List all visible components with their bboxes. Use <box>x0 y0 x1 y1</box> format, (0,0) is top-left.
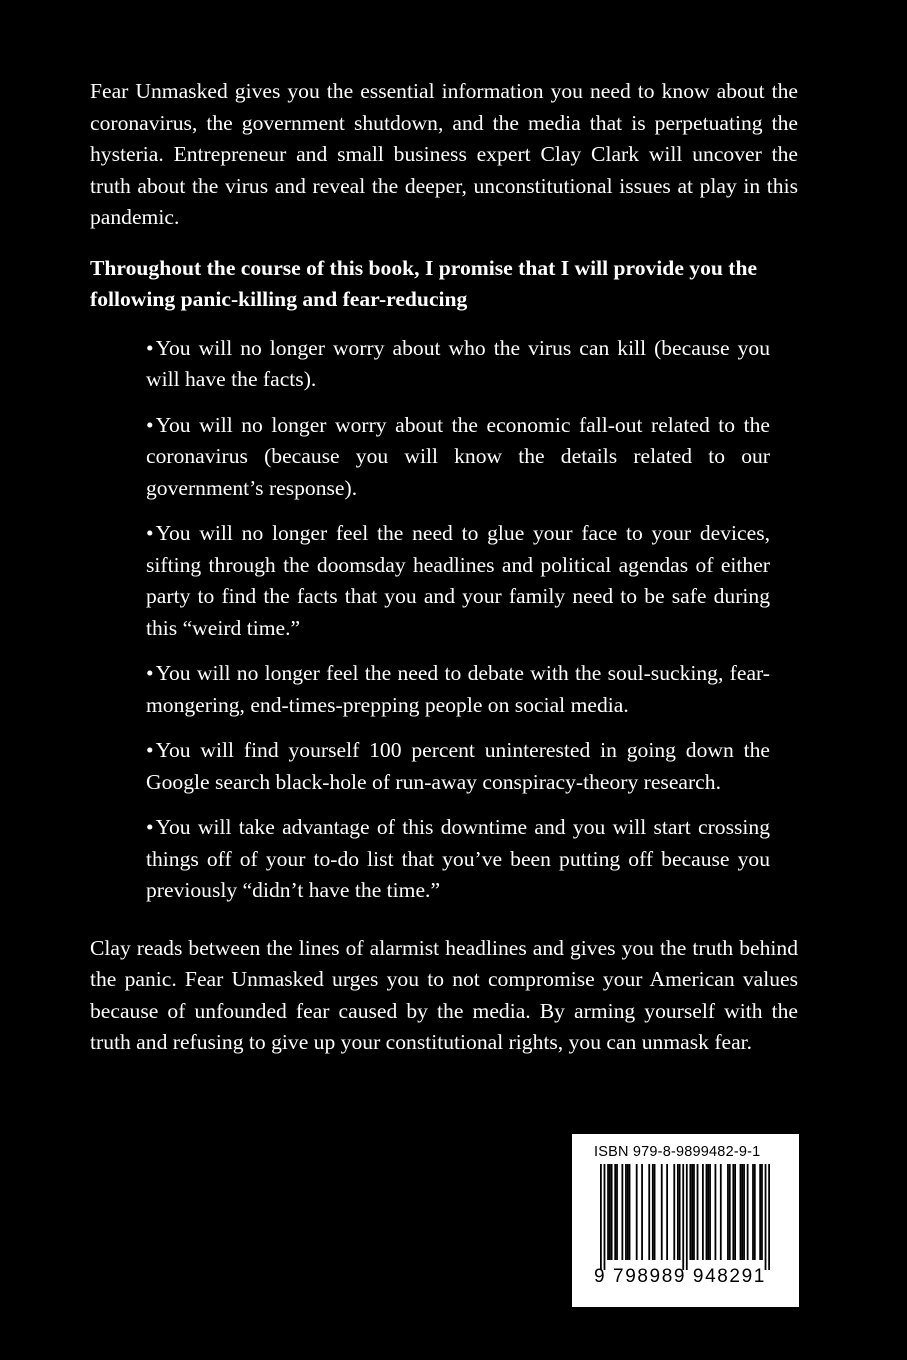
barcode-bar <box>686 1164 688 1270</box>
benefit-item: •You will no longer feel the need to debate with the soul-sucking, fear-mongering, end-times-prepping people on social media. <box>146 661 770 717</box>
barcode-bar <box>734 1164 736 1260</box>
barcode-bar <box>693 1164 695 1260</box>
barcode-bar <box>759 1164 761 1260</box>
barcode-bars <box>600 1164 770 1270</box>
barcode-bar <box>614 1164 616 1260</box>
barcode-bar <box>629 1164 631 1260</box>
barcode-bar <box>654 1164 656 1260</box>
benefit-list <box>146 333 770 907</box>
barcode-bar <box>609 1164 611 1260</box>
benefit-item: •You will no longer worry about who the virus can kill (because you will have the facts). <box>146 335 770 391</box>
barcode-bar <box>641 1164 643 1260</box>
barcode-bar <box>768 1164 770 1270</box>
barcode-bar <box>689 1164 691 1260</box>
benefit-item: •You will no longer feel the need to glue your face to your devices, sifting through the doomsday headlines and political agendas of either party to find the facts that you and your family need to be safe during this “weird time.” <box>146 521 770 640</box>
barcode-bar <box>702 1164 704 1260</box>
barcode-bar <box>673 1164 675 1260</box>
barcode-digits: 9 798989 948291 <box>594 1266 766 1287</box>
barcode-bar <box>666 1164 668 1260</box>
bullet-marker: • <box>146 412 154 437</box>
barcode-bar <box>621 1164 623 1260</box>
barcode-bar <box>636 1164 638 1260</box>
barcode-bar <box>627 1164 629 1260</box>
bullet-marker: • <box>146 815 154 839</box>
bullet-marker: • <box>146 738 154 762</box>
barcode-bar <box>740 1164 742 1260</box>
barcode-bar <box>679 1164 681 1260</box>
barcode-bar <box>743 1164 745 1260</box>
intro-paragraph: Fear Unmasked gives you the essential information you need to know about the coronavirus, the government shutdown, and the media that is perpetuating the hysteria. Entrepreneur and small business expert Clay Clark will uncover the truth about the virus and reveal the deeper, unconstitutional issues at play in this pandemic. <box>90 79 798 229</box>
back-cover-text <box>90 76 798 1059</box>
bullet-marker: • <box>146 335 154 360</box>
barcode-bar <box>611 1164 613 1260</box>
barcode-bar <box>661 1164 663 1260</box>
barcode-bar <box>682 1164 684 1270</box>
promise-paragraph: Throughout the course of this book, I promise that I will provide you the following panic-killing and fear-reducing <box>90 255 758 311</box>
barcode-bar <box>604 1164 606 1270</box>
barcode-bar <box>625 1164 627 1260</box>
bullet-marker: • <box>146 661 154 685</box>
barcode-bar <box>677 1164 679 1260</box>
barcode-bar <box>732 1164 734 1260</box>
barcode-bar <box>761 1164 763 1260</box>
barcode-bar <box>709 1164 711 1260</box>
barcode-bar <box>741 1164 743 1260</box>
barcode-bar <box>648 1164 650 1260</box>
barcode-bar <box>720 1164 722 1260</box>
benefit-item: •You will no longer worry about the economic fall-out related to the coronavirus (because you will know the details related to our government’s response). <box>146 412 770 500</box>
barcode-bar <box>765 1164 767 1270</box>
barcode-bar <box>600 1164 602 1270</box>
barcode-bar <box>706 1164 708 1260</box>
benefit-item: •You will take advantage of this downtime and you will start crossing things off of your to-do list that you’ve been putting off because you previously “didn’t have the time.” <box>146 815 770 902</box>
barcode-bar <box>697 1164 699 1260</box>
barcode-bar <box>752 1164 754 1260</box>
barcode-bar <box>715 1164 717 1260</box>
benefit-item: •You will find yourself 100 percent uninterested in going down the Google search black-hole of run-away conspiracy-theory research. <box>146 738 770 794</box>
barcode-bar <box>691 1164 693 1260</box>
barcode-bar <box>652 1164 654 1260</box>
barcode-bar <box>729 1164 731 1260</box>
barcode-bar <box>616 1164 618 1260</box>
isbn-barcode <box>572 1134 799 1307</box>
barcode-bar <box>607 1164 609 1260</box>
barcode-bar <box>747 1164 749 1260</box>
barcode-bar <box>707 1164 709 1260</box>
isbn-label: ISBN 979-8-9899482-9-1 <box>594 1144 761 1160</box>
barcode-bar <box>754 1164 756 1260</box>
bullet-marker: • <box>146 521 154 545</box>
closing-paragraph: Clay reads between the lines of alarmist headlines and gives you the truth behind the panic. Fear Unmasked urges you to not compromise your American values because of unfounded fear caused by the media. By arming yourself with the truth and refusing to give up your constitutional rights, you can unmask fear. <box>90 935 798 1054</box>
barcode-bar <box>727 1164 729 1260</box>
